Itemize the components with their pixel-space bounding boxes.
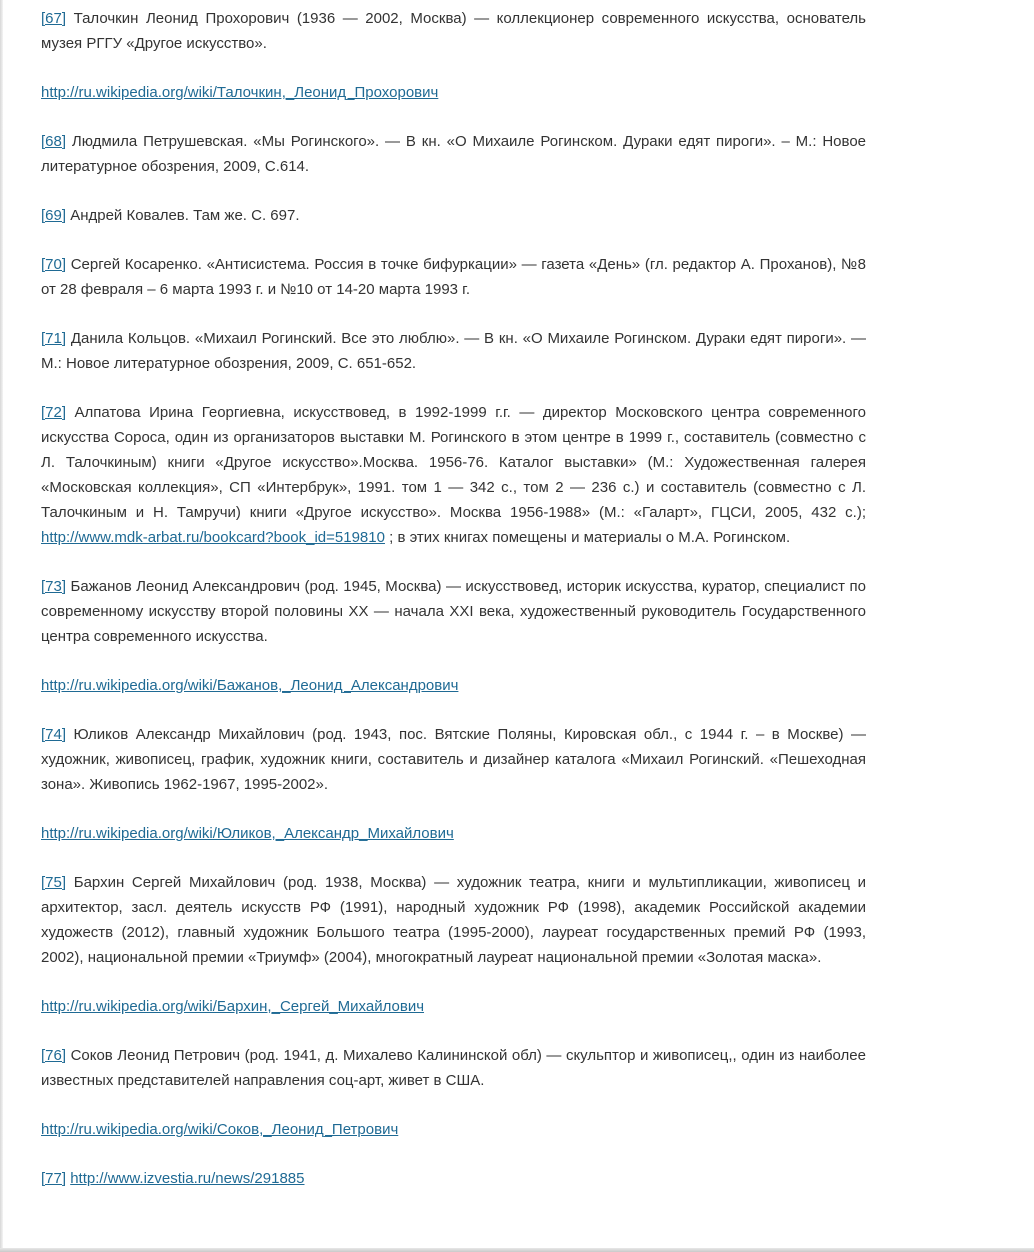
footnote-70 — [41, 252, 866, 302]
footnote-ref-73[interactable]: [73] — [41, 578, 67, 595]
footnote-76 — [41, 1043, 866, 1093]
footnote-73 — [41, 574, 866, 649]
footnote-text-67: Талочкин Леонид Прохорович (1936 — 2002, Москва) — коллекционер современного искусства, основатель музея РГГУ «Другое искусство». — [41, 10, 866, 52]
footnote-text-70: Сергей Косаренко. «Антисистема. Россия в точке бифуркации» — газета «День» (гл. редактор А. Проханов), №8 от 28 февраля – 6 марта 1993 г. и №10 от 14-20 марта 1993 г. — [41, 256, 867, 298]
footnote-text-74: Юликов Александр Михайлович (род. 1943, пос. Вятские Поляны, Кировская обл., с 1944 г. – в Москве) — художник, живописец, график, художник книги, составитель и дизайнер каталога «Михаил Рогинский. «Пешеходная зона». Живопись 1962-1967, 1995-2002». — [41, 726, 866, 793]
footnote-link-row-74 — [41, 821, 866, 846]
footnote-inline-link-72[interactable]: http://www.mdk-arbat.ru/bookcard?book_id=519810 — [41, 529, 385, 546]
footnote-ref-77[interactable]: [77] — [41, 1170, 67, 1187]
footnote-link-67[interactable]: http://ru.wikipedia.org/wiki/Талочкин,_Леонид_Прохорович — [41, 84, 439, 101]
footnote-ref-76[interactable]: [76] — [41, 1047, 67, 1064]
footnote-67 — [41, 6, 866, 56]
page-left-border — [0, 0, 3, 1252]
footnote-ref-75[interactable]: [75] — [41, 874, 67, 891]
footnotes-list — [41, 6, 866, 1191]
footnote-text-71: Данила Кольцов. «Михаил Рогинский. Все это люблю». — В кн. «О Михаиле Рогинском. Дураки едят пироги». — М.: Новое литературное обозрения, 2009, С. 651-652. — [41, 330, 867, 372]
footnote-ref-69[interactable]: [69] — [41, 207, 67, 224]
footnote-ref-72[interactable]: [72] — [41, 404, 67, 421]
footnote-text-75: Бархин Сергей Михайлович (род. 1938, Москва) — художник театра, книги и мультипликации, живописец и архитектор, засл. деятель искусств РФ (1991), народный художник РФ (1998), академик Российской академии художеств (2012), главный художник Большого театра (1995-2000), лауреат государственных премий РФ (1993, 2002), национальной премии «Триумф» (2004), многократный лауреат национальной премии «Золотая маска». — [41, 874, 866, 966]
footnote-text-72: Алпатова Ирина Георгиевна, искусствовед, в 1992-1999 г.г. — директор Московского центра современного искусства Сороса, один из организаторов выставки М. Рогинского в этом центре в 1999 г., составитель (совместно с Л. Талочкиным) книги «Другое искусство».Москва. 1956-76. Каталог выставки» (М.: Художественная галерея «Московская коллекция», СП «Интербрук», 1991. том 1 — 342 с., том 2 — 236 с.) и составитель (совместно с Л. Талочкиным и Н. Тамручи) книги «Другое искусство». Москва 1956-1988» (М.: «Галарт», ГЦСИ, 2005, 432 с.); — [41, 404, 866, 521]
footnote-link-row-75 — [41, 994, 866, 1019]
footnote-ref-71[interactable]: [71] — [41, 330, 67, 347]
footnote-77 — [41, 1166, 866, 1191]
footnote-inline-link-77[interactable]: http://www.izvestia.ru/news/291885 — [70, 1170, 305, 1187]
footnote-ref-68[interactable]: [68] — [41, 133, 67, 150]
footnote-71 — [41, 326, 866, 376]
page-bottom-border — [0, 1248, 1034, 1252]
footnote-link-row-76 — [41, 1117, 866, 1142]
footnote-link-76[interactable]: http://ru.wikipedia.org/wiki/Соков,_Леонид_Петрович — [41, 1121, 399, 1138]
footnote-68 — [41, 129, 866, 179]
footnote-ref-67[interactable]: [67] — [41, 10, 67, 27]
footnote-link-row-67 — [41, 80, 866, 105]
footnote-text-after-72: ; в этих книгах помещены и материалы о М.А. Рогинском. — [389, 529, 791, 546]
footnote-text-76: Соков Леонид Петрович (род. 1941, д. Михалево Калининской обл) — скульптор и живописец,, один из наиболее известных представителей направления соц-арт, живет в США. — [41, 1047, 866, 1089]
footnote-72 — [41, 400, 866, 550]
footnote-text-68: Людмила Петрушевская. «Мы Рогинского». — В кн. «О Михаиле Рогинском. Дураки едят пироги». – М.: Новое литературное обозрения, 2009, С.614. — [41, 133, 867, 175]
footnote-74 — [41, 722, 866, 797]
footnote-ref-74[interactable]: [74] — [41, 726, 67, 743]
footnote-75 — [41, 870, 866, 970]
footnote-text-73: Бажанов Леонид Александрович (род. 1945, Москва) — искусствовед, историк искусства, куратор, специалист по современному искусству второй половины XX — начала XXI века, художественный руководитель Государственного центра современного искусства. — [41, 578, 866, 645]
footnote-text-69: Андрей Ковалев. Там же. С. 697. — [70, 207, 300, 224]
footnote-ref-70[interactable]: [70] — [41, 256, 67, 273]
footnote-link-row-73 — [41, 673, 866, 698]
footnote-link-75[interactable]: http://ru.wikipedia.org/wiki/Бархин,_Сергей_Михайлович — [41, 998, 425, 1015]
footnote-link-73[interactable]: http://ru.wikipedia.org/wiki/Бажанов,_Леонид_Александрович — [41, 677, 459, 694]
footnote-link-74[interactable]: http://ru.wikipedia.org/wiki/Юликов,_Александр_Михайлович — [41, 825, 454, 842]
footnote-69 — [41, 203, 866, 228]
